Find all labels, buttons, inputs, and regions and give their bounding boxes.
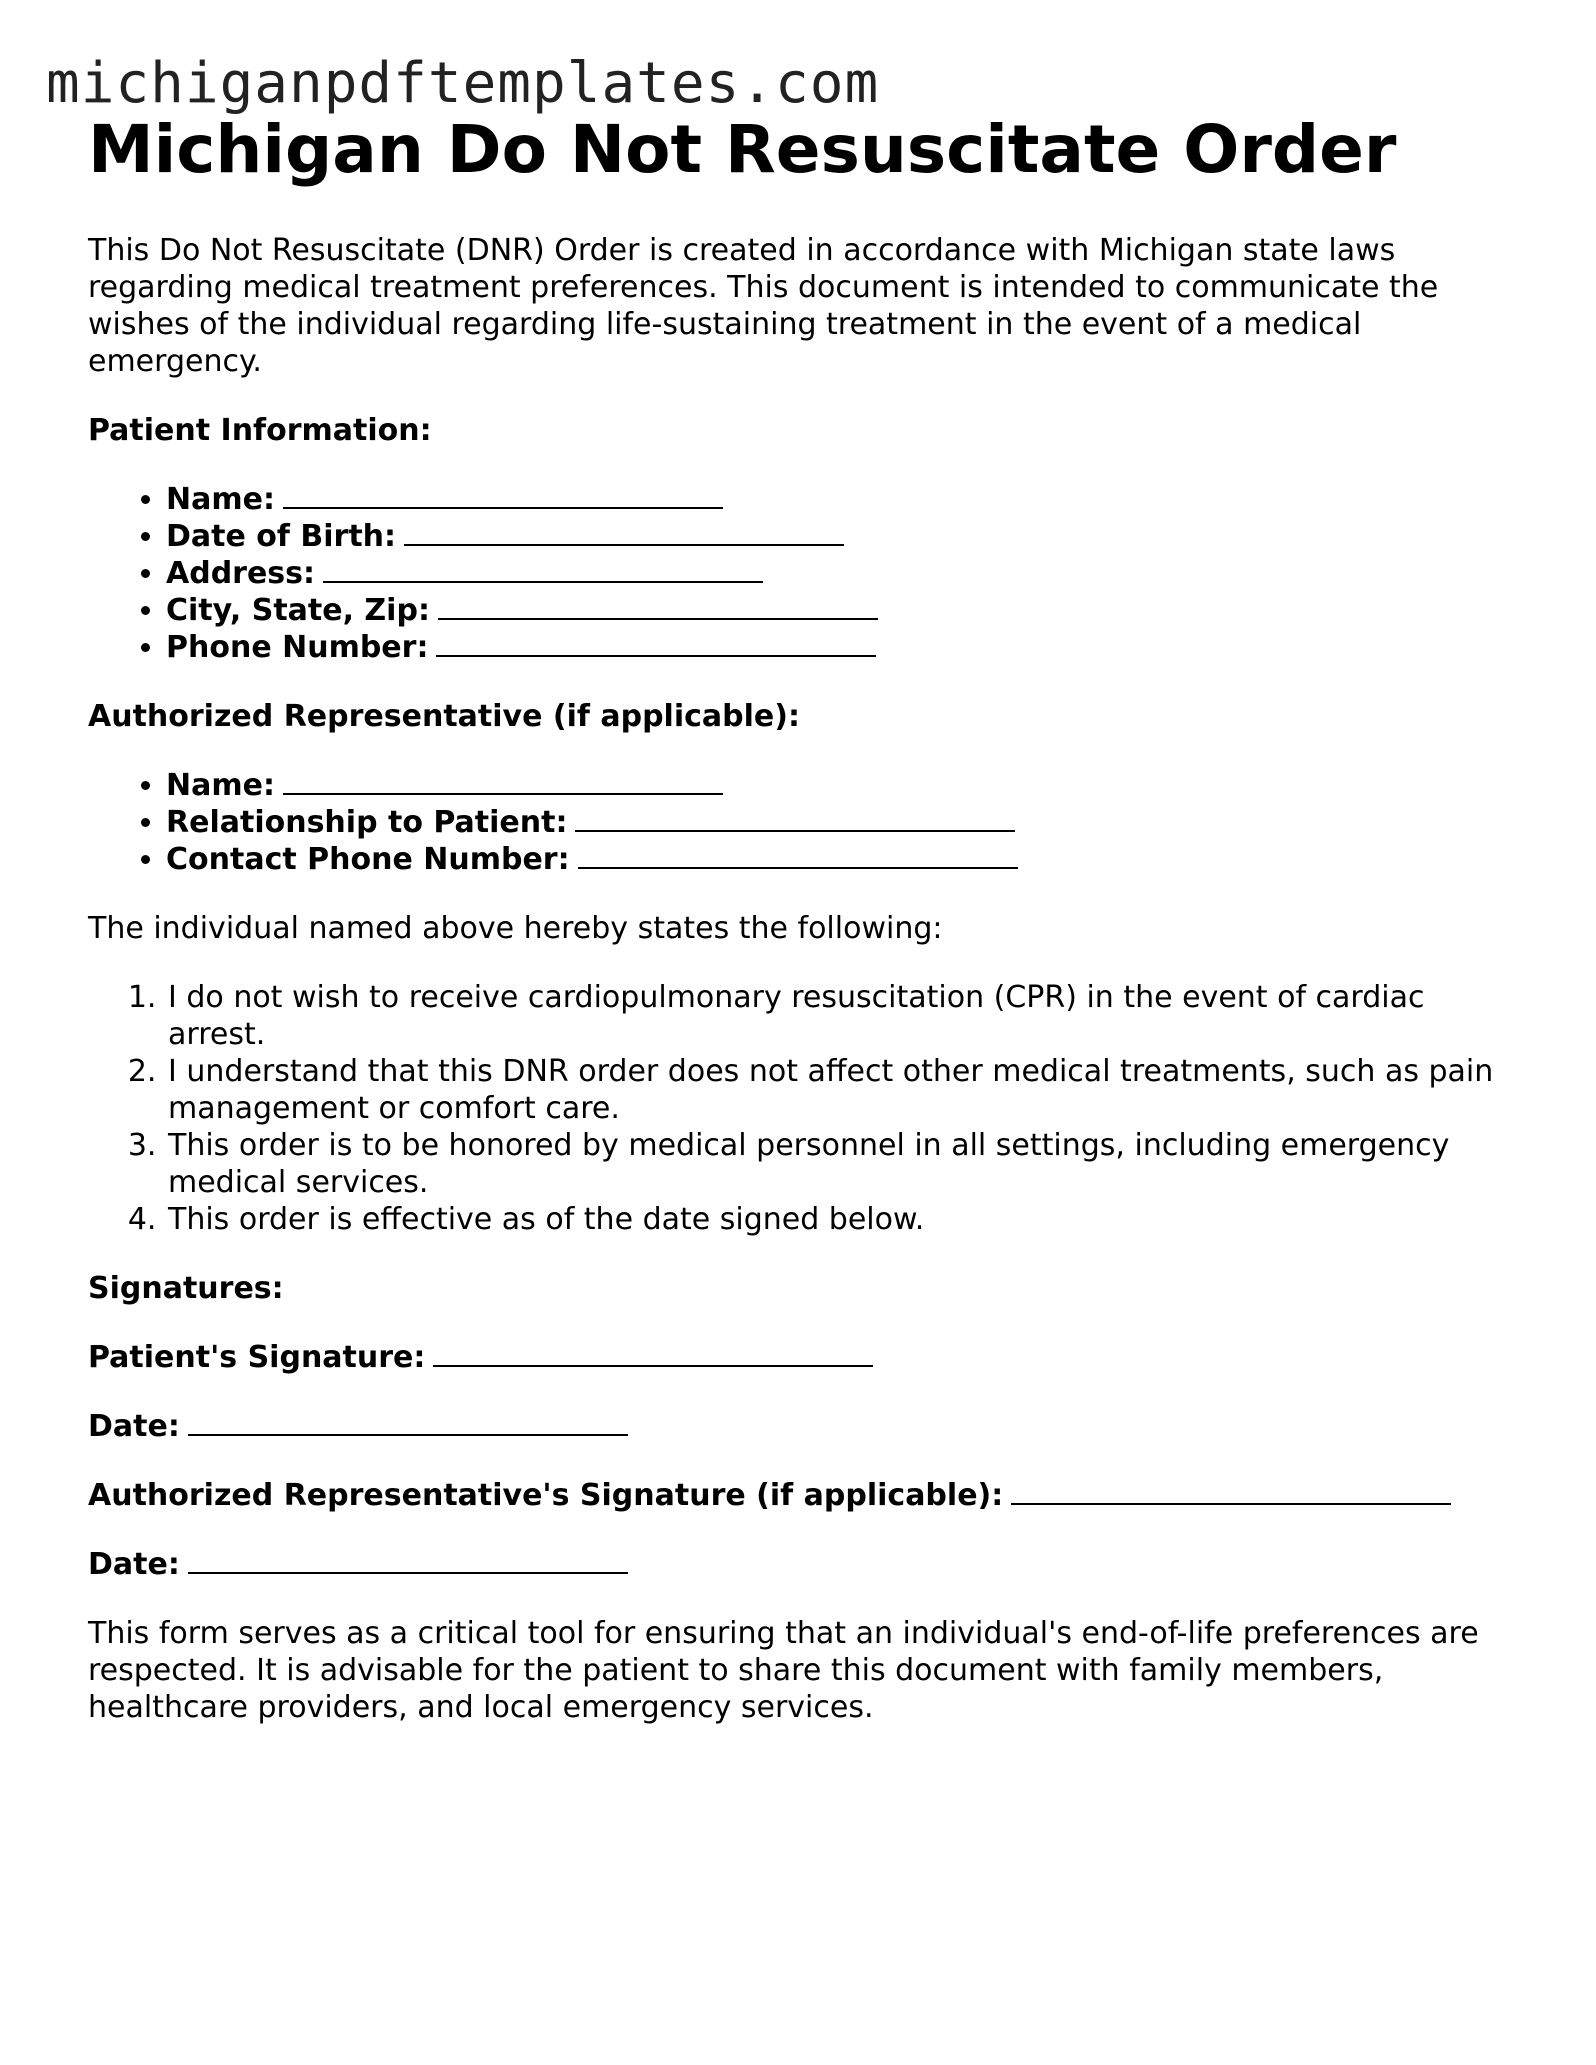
- field-label: Address:: [166, 556, 316, 591]
- statement-item: 4. This order is effective as of the date signed below.: [166, 1201, 1518, 1238]
- rep-signature-blank[interactable]: [1011, 1477, 1451, 1505]
- statement-item: 3. This order is to be honored by medical personnel in all settings, including emergency medical services.: [166, 1127, 1518, 1201]
- patient-city-state-zip-blank[interactable]: [438, 592, 878, 620]
- patient-name-blank[interactable]: [283, 481, 723, 509]
- rep-date-line: [88, 1546, 1518, 1583]
- patient-address-field: [166, 555, 1518, 592]
- intro-paragraph: This Do Not Resuscitate (DNR) Order is created in accordance with Michigan state laws regarding medical treatment preferences. This document is intended to communicate the wishes of the individual regarding life-sustaining treatment in the event of a medical emergency.: [88, 233, 1439, 379]
- closing-paragraph: This form serves as a critical tool for ensuring that an individual's end-of-life preferences are respected. It is advisable for the patient to share this document with family members, healthcare providers, and local emergency services.: [88, 1616, 1479, 1725]
- document-title: Michigan Do Not Resuscitate Order: [88, 111, 1397, 188]
- statement-item: 2. I understand that this DNR order does not affect other medical treatments, such as pain management or comfort care.: [166, 1053, 1518, 1127]
- patient-date-label: Date:: [88, 1409, 180, 1444]
- rep-relationship-field: [166, 804, 1518, 841]
- patient-dob-field: [166, 518, 1518, 555]
- patient-city-state-zip-field: [166, 592, 1518, 629]
- patient-info-heading: Patient Information:: [88, 413, 432, 448]
- rep-signature-line: [88, 1477, 1518, 1514]
- patient-name-field: [166, 481, 1518, 518]
- patient-date-blank[interactable]: [188, 1408, 628, 1436]
- field-label: Relationship to Patient:: [166, 805, 568, 840]
- rep-phone-field: [166, 841, 1518, 878]
- field-label: Phone Number:: [166, 630, 429, 665]
- patient-dob-blank[interactable]: [404, 518, 844, 546]
- statements-list: [88, 979, 1518, 1238]
- patient-signature-line: [88, 1339, 1518, 1376]
- patient-address-blank[interactable]: [323, 555, 763, 583]
- representative-list: [88, 767, 1518, 878]
- site-watermark: michiganpdftemplates.com: [46, 51, 880, 116]
- rep-name-field: [166, 767, 1518, 804]
- rep-signature-label: Authorized Representative's Signature (if applicable):: [88, 1478, 1004, 1513]
- rep-phone-blank[interactable]: [578, 841, 1018, 869]
- patient-phone-field: [166, 629, 1518, 666]
- statement-intro: The individual named above hereby states the following:: [88, 911, 943, 946]
- patient-date-line: [88, 1408, 1518, 1445]
- rep-date-blank[interactable]: [188, 1546, 628, 1574]
- patient-signature-blank[interactable]: [433, 1339, 873, 1367]
- rep-name-blank[interactable]: [283, 767, 723, 795]
- field-label: Contact Phone Number:: [166, 842, 570, 877]
- field-label: Name:: [166, 768, 275, 803]
- field-label: Name:: [166, 482, 275, 517]
- signatures-heading: Signatures:: [88, 1271, 284, 1306]
- patient-info-list: [88, 481, 1518, 666]
- field-label: Date of Birth:: [166, 519, 397, 554]
- field-label: City, State, Zip:: [166, 593, 430, 628]
- rep-date-label: Date:: [88, 1547, 180, 1582]
- patient-signature-label: Patient's Signature:: [88, 1340, 426, 1375]
- representative-heading: Authorized Representative (if applicable):: [88, 699, 800, 734]
- document-body: [88, 108, 1518, 1726]
- patient-phone-blank[interactable]: [436, 629, 876, 657]
- statement-item: 1. I do not wish to receive cardiopulmonary resuscitation (CPR) in the event of cardiac arrest.: [166, 979, 1518, 1053]
- rep-relationship-blank[interactable]: [575, 804, 1015, 832]
